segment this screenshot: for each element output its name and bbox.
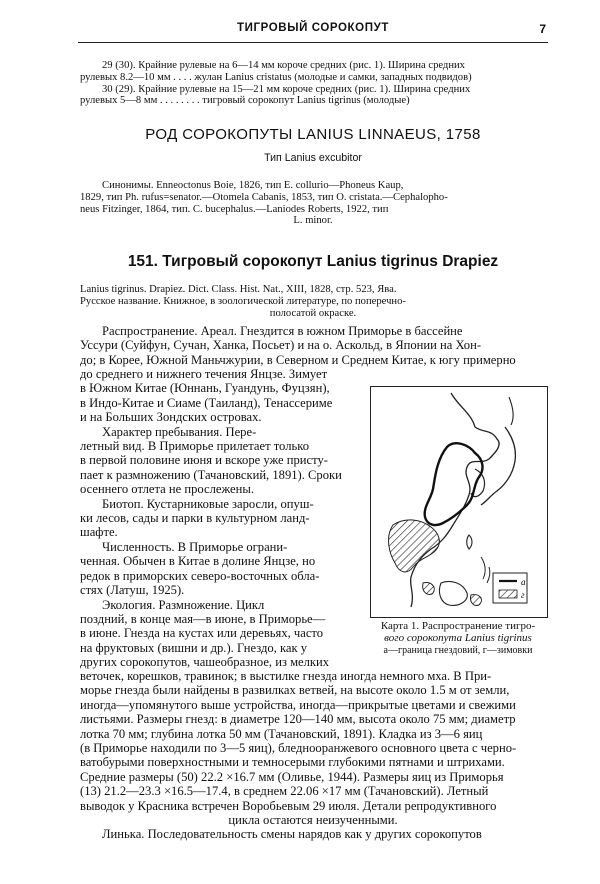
caption-line: вого сорокопута Lanius tigrinus bbox=[384, 632, 532, 645]
philippine-islands bbox=[481, 557, 490, 583]
text-line: редок в приморских северо-восточных обла- bbox=[80, 568, 320, 583]
legend-label-b: г bbox=[521, 590, 525, 600]
text-line: стях (Латуш, 1925). bbox=[80, 583, 185, 598]
distribution-full bbox=[80, 324, 546, 367]
citation-line: полосатой окраске. bbox=[269, 307, 357, 319]
running-header bbox=[78, 20, 548, 43]
text-line: иногда—упомянутого выше устройства, иногда—прикрытые цветами и свежими bbox=[80, 697, 516, 712]
citation-line: Русское название. Книжное, в зоологической литературе, по поперечно- bbox=[80, 295, 406, 307]
text-line: листьями. Размеры гнезд: в диаметре 120—140 мм, высота около 75 мм; диаметр bbox=[80, 712, 516, 727]
synonym-line: 1829, тип Ph. rufus=senator.—Otomela Cabanis, 1853, тип O. cristata.—Cephalopho- bbox=[80, 191, 448, 203]
borneo-island bbox=[439, 581, 467, 605]
text-line: в Южном Китае (Юннань, Гуандунь, Фуцзян), bbox=[80, 381, 330, 396]
map-graphic bbox=[371, 387, 547, 617]
text-line: (13) 21.2—23.3 ×16.5—17.4, в среднем 22.06 ×17 мм (Тачановский). Летный bbox=[80, 784, 489, 799]
text-line: шафте. bbox=[80, 525, 118, 540]
text-line: до среднего и нижнего течения Янцзе. Зимует bbox=[80, 367, 328, 381]
narrow-column-text bbox=[80, 367, 358, 670]
text-line: Линька. Последовательность смены нарядов как у других сорокопутов bbox=[102, 827, 482, 842]
japan-islands bbox=[481, 427, 515, 505]
text-line: в Индо-Китае и Сиаме (Таиланд), Тенассериме bbox=[80, 395, 333, 410]
text-line: поздний, в конце мая—в июне, в Приморье— bbox=[80, 611, 326, 626]
key-line: 29 (30). Крайние рулевые на 6—14 мм короче средних (рис. 1). Ширина средних bbox=[102, 60, 465, 71]
text-line: веточек, корешков, травинок; в выстилке гнезда иногда немного мха. В При- bbox=[80, 669, 492, 683]
caption-line: Карта 1. Распространение тигро- bbox=[380, 620, 536, 632]
text-line: Распространение. Ареал. Гнездится в южном Приморье в бассейне bbox=[102, 324, 463, 338]
text-line: пает к размножению (Тачановский, 1891). Сроки bbox=[80, 467, 342, 482]
citation-line: Lanius tigrinus. Drapiez. Dict. Class. Hist. Nat., XIII, 1828, стр. 523, Ява. bbox=[80, 284, 397, 295]
text-line: осеннего отлета не прослежены. bbox=[80, 482, 254, 497]
species-title: 151. Тигровый сорокопут Lanius tigrinus Drapiez bbox=[127, 253, 499, 270]
text-line: других сорокопутов, чашеобразное, из мелких bbox=[80, 655, 330, 670]
text-line: в июне. Гнезда на кустах или деревьях, часто bbox=[80, 626, 324, 641]
text-line: ченная. Обычен в Китае в долине Янцзе, но bbox=[80, 554, 316, 569]
text-line: Характер пребывания. Пере- bbox=[102, 424, 257, 439]
key-line: рулевых 5—8 мм . . . . . . . . тигровый сорокопут Lanius tigrinus (молодые) bbox=[80, 95, 410, 107]
text-line: летный вид. В Приморье прилетает только bbox=[80, 439, 309, 454]
text-line: до; в Корее, Южной Маньчжурии, в Северном и Среднем Китае, к югу примерно bbox=[80, 352, 516, 367]
text-line: на фруктовых (вишни и др.). Гнездо, как у bbox=[80, 640, 308, 655]
page-number: 7 bbox=[539, 22, 546, 36]
text-line: Уссури (Суйфун, Сучан, Ханка, Посьет) и на о. Аскольд, в Японии на Хон- bbox=[80, 338, 482, 353]
text-line: Биотоп. Кустарниковые заросли, опуш- bbox=[102, 496, 314, 511]
taiwan-island bbox=[467, 535, 472, 549]
genus-title: РОД СОРОКОПУТЫ LANIUS LINNAEUS, 1758 bbox=[145, 126, 481, 143]
caption-line: а—граница гнездовий, г—зимовки bbox=[383, 644, 533, 656]
map-legend bbox=[493, 573, 527, 603]
wintering-area-islands bbox=[423, 583, 482, 606]
text-line: Экология. Размножение. Цикл bbox=[102, 597, 265, 612]
identification-key bbox=[80, 60, 546, 107]
wintering-area bbox=[389, 520, 440, 572]
genus-type: Тип Lanius excubitor bbox=[264, 152, 362, 164]
text-line: морье гнезда были найдены в развилках ветвей, на высоте около 1.5 м от земли, bbox=[80, 683, 510, 698]
text-line: в первой половине июня и вскоре уже присту- bbox=[80, 453, 328, 468]
synonym-line: neus Fitzinger, 1864, тип. C. bucephalus.—Laniodes Roberts, 1922, тип bbox=[80, 203, 389, 215]
text-line: и на Больших Зондских островах. bbox=[80, 410, 262, 425]
text-line: Численность. В Приморье ограни- bbox=[102, 539, 288, 554]
running-title: ТИГРОВЫЙ СОРОКОПУТ bbox=[237, 22, 389, 34]
map-caption bbox=[366, 620, 550, 657]
distribution-map bbox=[370, 386, 548, 618]
species-citation bbox=[80, 284, 546, 319]
key-line: 30 (29). Крайние рулевые на 15—21 мм короче средних (рис. 1). Ширина средних bbox=[102, 83, 471, 95]
synonym-line: L. minor. bbox=[293, 215, 333, 227]
text-line: цикла остаются неизученными. bbox=[228, 813, 398, 828]
text-line: (в Приморье находили по 3—5 яиц), бледнооранжевого основного цвета с черно- bbox=[80, 741, 517, 756]
legend-label-a: а bbox=[521, 577, 526, 587]
synonyms bbox=[80, 180, 546, 227]
breeding-boundary bbox=[425, 443, 483, 525]
full-width-text bbox=[80, 669, 546, 842]
text-line: ватобурыми поверхностными и темносерыми глубокими пятнами и штрихами. bbox=[80, 755, 505, 770]
text-line: ки лесов, сады и парки в культурном ланд- bbox=[80, 511, 310, 526]
text-line: выводок у Красника встречен Воробьевым 29 июля. Детали репродуктивного bbox=[80, 798, 497, 813]
synonym-line: Синонимы. Enneoctonus Boie, 1826, тип E. collurio—Phoneus Kaup, bbox=[102, 180, 404, 191]
text-line: Средние размеры (50) 22.2 ×16.7 мм (Оливье, 1944). Размеры яиц из Приморья bbox=[80, 769, 504, 784]
coastline bbox=[411, 393, 500, 607]
key-line: рулевых 8.2—10 мм . . . . жулан Lanius cristatus (молодые и самки, западных подвидов) bbox=[80, 71, 472, 83]
text-line: лотка 70 мм; глубина лотка 50 мм (Тачановский, 1891). Кладка из 3—6 яиц bbox=[80, 726, 483, 741]
sakhalin-island bbox=[509, 397, 513, 425]
